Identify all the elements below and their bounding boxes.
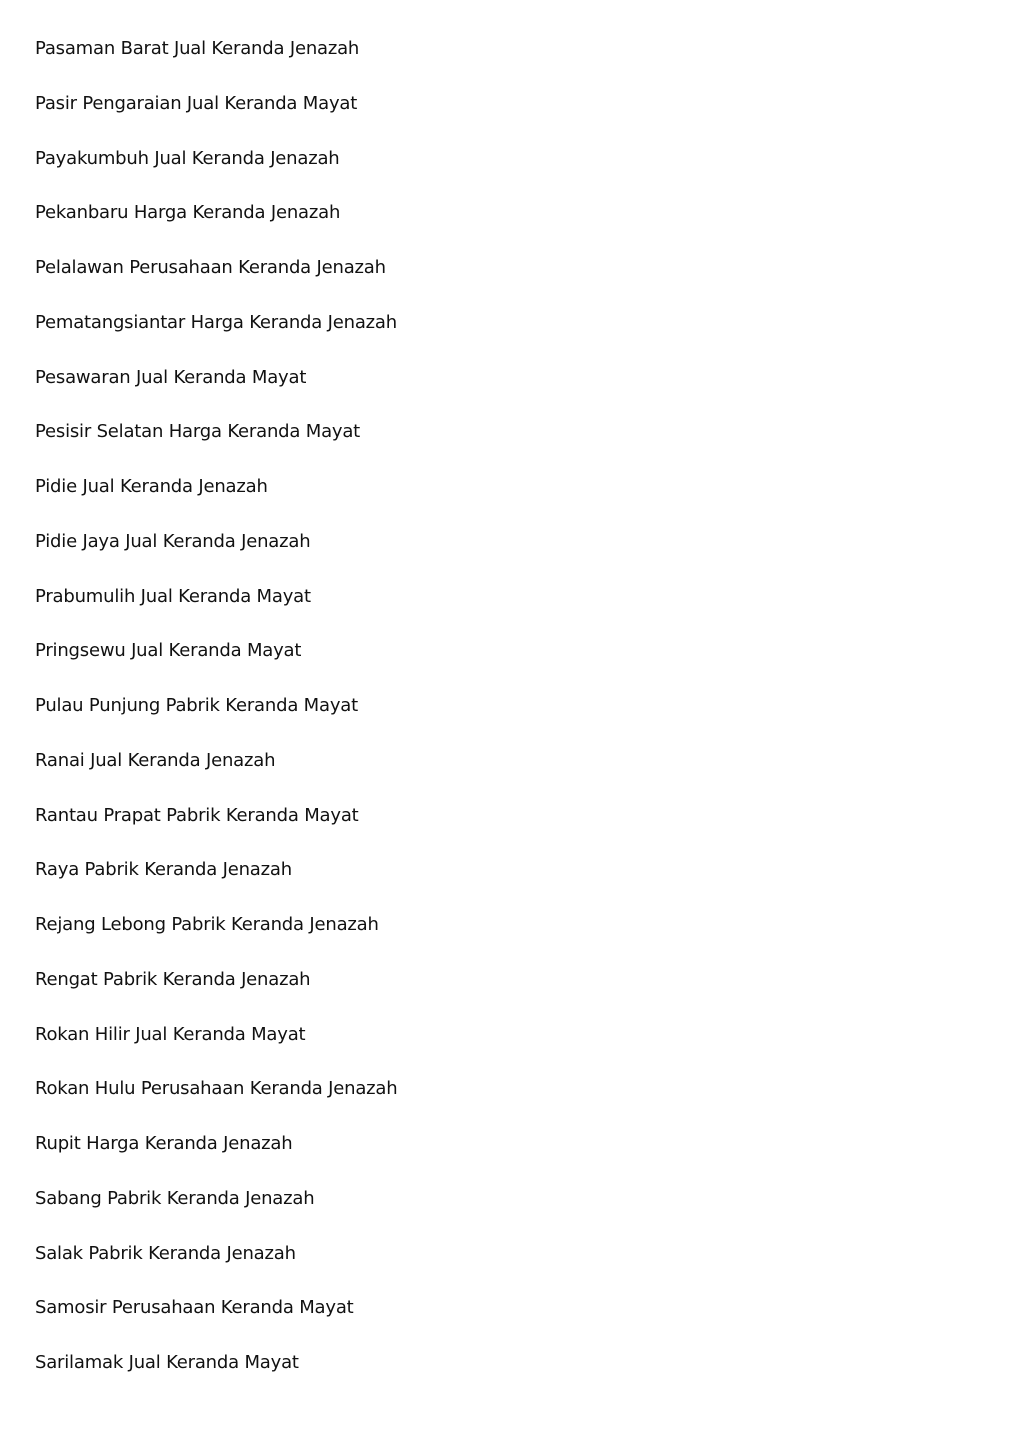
list-item: Rupit Harga Keranda Jenazah	[35, 1133, 293, 1154]
list-item: Samosir Perusahaan Keranda Mayat	[35, 1297, 354, 1319]
entry-list	[35, 37, 397, 1406]
list-item: Sarilamak Jual Keranda Mayat	[35, 1352, 299, 1373]
list-item: Sabang Pabrik Keranda Jenazah	[35, 1187, 315, 1209]
list-item: Pasaman Barat Jual Keranda Jenazah	[35, 38, 360, 59]
list-item: Payakumbuh Jual Keranda Jenazah	[35, 147, 340, 169]
list-item: Rengat Pabrik Keranda Jenazah	[35, 968, 311, 990]
list-item: Salak Pabrik Keranda Jenazah	[35, 1242, 296, 1264]
list-item: Pringsewu Jual Keranda Mayat	[35, 640, 302, 662]
list-item: Pidie Jual Keranda Jenazah	[35, 476, 268, 497]
list-item: Pekanbaru Harga Keranda Jenazah	[35, 202, 341, 224]
list-item: Pasir Pengaraian Jual Keranda Mayat	[35, 92, 358, 114]
list-item: Pulau Punjung Pabrik Keranda Mayat	[35, 695, 358, 716]
list-item: Pesawaran Jual Keranda Mayat	[35, 366, 307, 388]
list-item: Ranai Jual Keranda Jenazah	[35, 749, 276, 771]
list-item: Prabumulih Jual Keranda Mayat	[35, 585, 311, 607]
list-item: Rantau Prapat Pabrik Keranda Mayat	[35, 804, 359, 826]
list-item: Raya Pabrik Keranda Jenazah	[35, 859, 292, 881]
list-item: Pelalawan Perusahaan Keranda Jenazah	[35, 257, 386, 278]
list-item: Pematangsiantar Harga Keranda Jenazah	[35, 311, 397, 333]
list-item: Pesisir Selatan Harga Keranda Mayat	[35, 421, 361, 443]
list-item: Rokan Hulu Perusahaan Keranda Jenazah	[35, 1078, 398, 1100]
list-item: Rejang Lebong Pabrik Keranda Jenazah	[35, 914, 379, 935]
list-item: Pidie Jaya Jual Keranda Jenazah	[35, 530, 311, 552]
list-item: Rokan Hilir Jual Keranda Mayat	[35, 1023, 306, 1045]
